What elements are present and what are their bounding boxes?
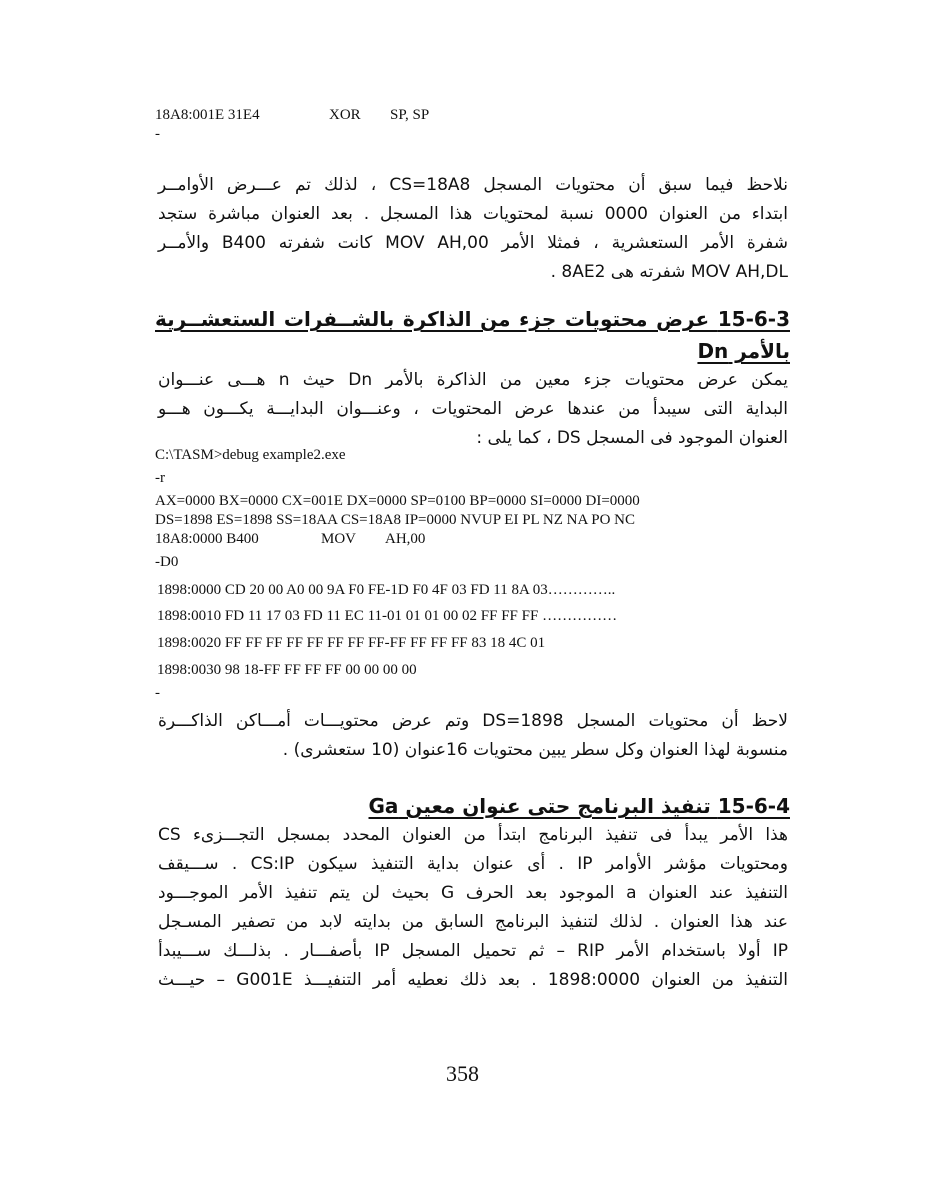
paragraph-line: منسوبة لهذا العنوان وكل سطر يبين محتويات 16عنوان (10 ستعشرى) . — [282, 740, 788, 760]
paragraph-line: شفرة الأمر الستعشرية ، فمثلا الأمر MOV AH,00 كانت شفرته B400 والأمــر — [158, 233, 788, 253]
heading-line: 15-6-4 تنفيذ البرنامج حتى عنوان معين Ga — [368, 794, 790, 818]
debug-command: C:\TASM>debug example2.exe — [155, 447, 346, 463]
paragraph-line: التنفيذ عند العنوان a الموجود بعد الحرف G بحيث لن يتم تنفيذ الأمر الموجـــود — [158, 883, 788, 903]
heading-line: بالأمر Dn — [697, 339, 790, 363]
code-instruction: XOR — [329, 107, 361, 123]
memory-dump-line: 1898:0020 FF FF FF FF FF FF FF FF-FF FF FF FF 83 18 4C 01 — [157, 635, 546, 651]
section-heading-15-6-4 — [360, 790, 790, 822]
paragraph-line: نلاحظ فيما سبق أن محتويات المسجل CS=18A8 ، لذلك تم عـــرض الأوامــر — [158, 175, 788, 195]
section-heading-15-6-3 — [155, 303, 790, 367]
paragraph-line: ومحتويات مؤشر الأوامر IP . أى عنوان بداية التنفيذ سيكون CS:IP . ســـيقف — [158, 854, 788, 874]
code-address: 18A8:001E 31E4 — [155, 107, 260, 123]
instruction-operands: AH,00 — [385, 531, 426, 547]
memory-dump-line: 1898:0030 98 18-FF FF FF FF 00 00 00 00 — [157, 662, 417, 678]
register-line-2: DS=1898 ES=1898 SS=18AA CS=18A8 IP=0000 NVUP EI PL NZ NA PO NC — [155, 512, 635, 528]
debug-prompt-r: -r — [155, 470, 165, 486]
code-operands: SP, SP — [390, 107, 430, 123]
paragraph-line: البداية التى سيبدأ من عندها عرض المحتويات ، وعنـــوان البدايـــة يكـــون هـــو — [158, 399, 788, 419]
instruction-mnemonic: MOV — [321, 531, 357, 547]
paragraph-line: ابتداء من العنوان 0000 نسبة لمحتويات هذا المسجل . بعد العنوان مباشرة ستجد — [158, 204, 789, 224]
top-dash: - — [155, 126, 160, 142]
paragraph-line: عند هذا العنوان . لذلك لتنفيذ البرنامج السابق من بدايته لابد من تصفير المسـجل — [158, 912, 788, 932]
paragraph-1 — [158, 171, 788, 287]
paragraph-4 — [158, 821, 788, 995]
memory-dump-line: 1898:0010 FD 11 17 03 FD 11 EC 11-01 01 01 00 02 FF FF FF …………… — [157, 608, 618, 624]
heading-line: 15-6-3 عرض محتويات جزء من الذاكرة بالشــفرات الستعشــرية — [155, 307, 790, 331]
paragraph-line: يمكن عرض محتويات جزء معين من الذاكرة بالأمر Dn حيث n هـــى عنـــوان — [158, 370, 789, 390]
paragraph-line: لاحظ أن محتويات المسجل DS=1898 وتم عرض محتويـــات أمـــاكن الذاكـــرة — [158, 711, 788, 731]
debug-prompt-d: -D0 — [155, 554, 179, 570]
page-number: 358 — [446, 1061, 479, 1086]
paragraph-line: التنفيذ من العنوان 1898:0000 . بعد ذلك نعطيه أمر التنفيـــذ G001E – حيـــث — [158, 970, 788, 990]
instruction-line — [155, 530, 426, 548]
paragraph-line: هذا الأمر يبدأ فى تنفيذ البرنامج ابتدأ من العنوان المحدد بمسجل التجـــزىء CS — [158, 825, 788, 845]
paragraph-3 — [158, 707, 788, 765]
paragraph-line: العنوان الموجود فى المسجل DS ، كما يلى : — [476, 428, 788, 448]
top-code-line — [155, 106, 430, 124]
paragraph-line: MOV AH,DL شفرته هى 8AE2 . — [550, 262, 788, 282]
debug-end-prompt: - — [155, 685, 160, 701]
register-line-1: AX=0000 BX=0000 CX=001E DX=0000 SP=0100 BP=0000 SI=0000 DI=0000 — [155, 493, 640, 509]
paragraph-line: IP أولا باستخدام الأمر RIP – ثم تحميل المسجل IP بأصفـــار . بذلـــك ســـيبدأ — [158, 941, 788, 961]
memory-dump-line: 1898:0000 CD 20 00 A0 00 9A F0 FE-1D F0 4F 03 FD 11 8A 03………….. — [157, 582, 616, 598]
instruction-address: 18A8:0000 B400 — [155, 531, 259, 547]
paragraph-2 — [158, 366, 788, 453]
